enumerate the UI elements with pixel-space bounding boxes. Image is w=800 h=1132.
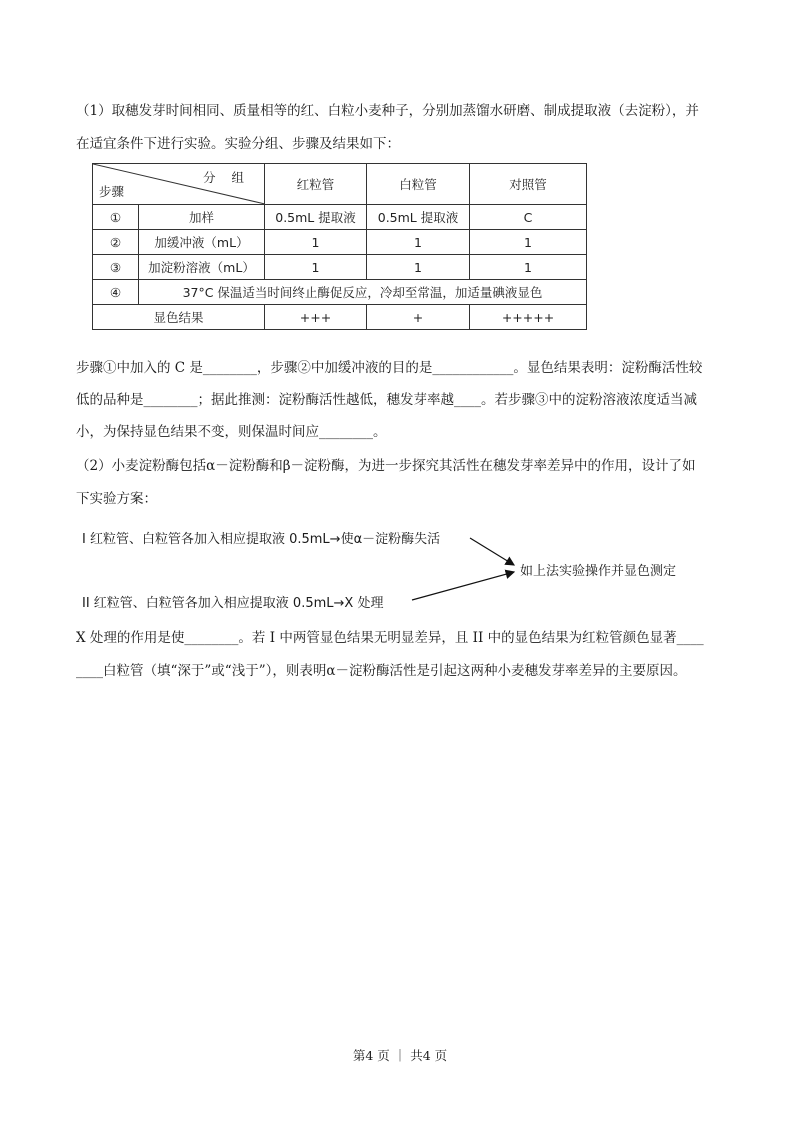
- q2-intro-line-2: 下实验方案：: [76, 491, 157, 507]
- q2-question-line-2: ____白粒管（填“深于”或“浅于”），则表明α－淀粉酶活性是引起这两种小麦穗发芽率差异的主要原因。: [76, 663, 687, 679]
- cell-red: 1: [265, 255, 367, 280]
- cell-white: 0.5mL 提取液: [367, 205, 470, 230]
- result-white: +: [367, 305, 470, 330]
- step-number: ①: [93, 205, 139, 230]
- cell-red: 1: [265, 230, 367, 255]
- cell-control: C: [470, 205, 587, 230]
- q1-question-line-2: 低的品种是________；据此推测：淀粉酶活性越低，穗发芽率越____。若步骤③中的淀粉溶液浓度适当减: [76, 392, 697, 408]
- col-header-red: 红粒管: [265, 164, 367, 205]
- step-label: 加样: [139, 205, 265, 230]
- header-group-label: 分 组: [203, 170, 250, 185]
- experiment-table: [92, 163, 587, 330]
- result-control: +++++: [470, 305, 587, 330]
- q1-intro-line-2: 在适宜条件下进行实验。实验分组、步骤及结果如下：: [76, 136, 400, 152]
- cell-control: 1: [470, 230, 587, 255]
- cell-red: 0.5mL 提取液: [265, 205, 367, 230]
- result-label: 显色结果: [93, 305, 265, 330]
- diagonal-header-cell: [93, 164, 265, 205]
- cell-white: 1: [367, 255, 470, 280]
- table-row: [93, 255, 587, 280]
- table-header-row: [93, 164, 587, 205]
- q2-question-line-1: X 处理的作用是使________。若 I 中两管显色结果无明显差异，且 II 中的显色结果为红粒管颜色显著____: [76, 630, 704, 646]
- flow-result: 如上法实验操作并显色测定: [520, 564, 677, 579]
- cell-control: 1: [470, 255, 587, 280]
- table-row: [93, 205, 587, 230]
- step-label: 加淀粉溶液（mL）: [139, 255, 265, 280]
- col-header-white: 白粒管: [367, 164, 470, 205]
- table-row: [93, 280, 587, 305]
- col-header-control: 对照管: [470, 164, 587, 205]
- cell-white: 1: [367, 230, 470, 255]
- q1-question-line-1: 步骤①中加入的 C 是________，步骤②中加缓冲液的目的是____________。显色结果表明：淀粉酶活性较: [76, 360, 703, 376]
- step-number: ②: [93, 230, 139, 255]
- page-footer: 第4 页 ｜ 共4 页: [352, 1048, 448, 1063]
- header-step-label: 步骤: [99, 184, 125, 199]
- step-label: 加缓冲液（mL）: [139, 230, 265, 255]
- experiment-table-wrapper: [92, 163, 586, 342]
- q2-intro-line-1: （2）小麦淀粉酶包括α－淀粉酶和β－淀粉酶，为进一步探究其活性在穗发芽率差异中的作用，设计了如: [76, 458, 696, 474]
- flow-step-ii: II 红粒管、白粒管各加入相应提取液 0.5mL→X 处理: [82, 596, 384, 611]
- step-number: ④: [93, 280, 139, 305]
- table-row-result: [93, 305, 587, 330]
- step-number: ③: [93, 255, 139, 280]
- step-4-instruction: 37°C 保温适当时间终止酶促反应，冷却至常温，加适量碘液显色: [139, 280, 587, 305]
- flow-step-i: I 红粒管、白粒管各加入相应提取液 0.5mL→使α－淀粉酶失活: [82, 532, 441, 547]
- q1-intro-line-1: （1）取穗发芽时间相同、质量相等的红、白粒小麦种子，分别加蒸馏水研磨、制成提取液（去淀粉），并: [76, 103, 699, 119]
- table-row: [93, 230, 587, 255]
- result-red: +++: [265, 305, 367, 330]
- q1-question-line-3: 小，为保持显色结果不变，则保温时间应________。: [76, 424, 387, 440]
